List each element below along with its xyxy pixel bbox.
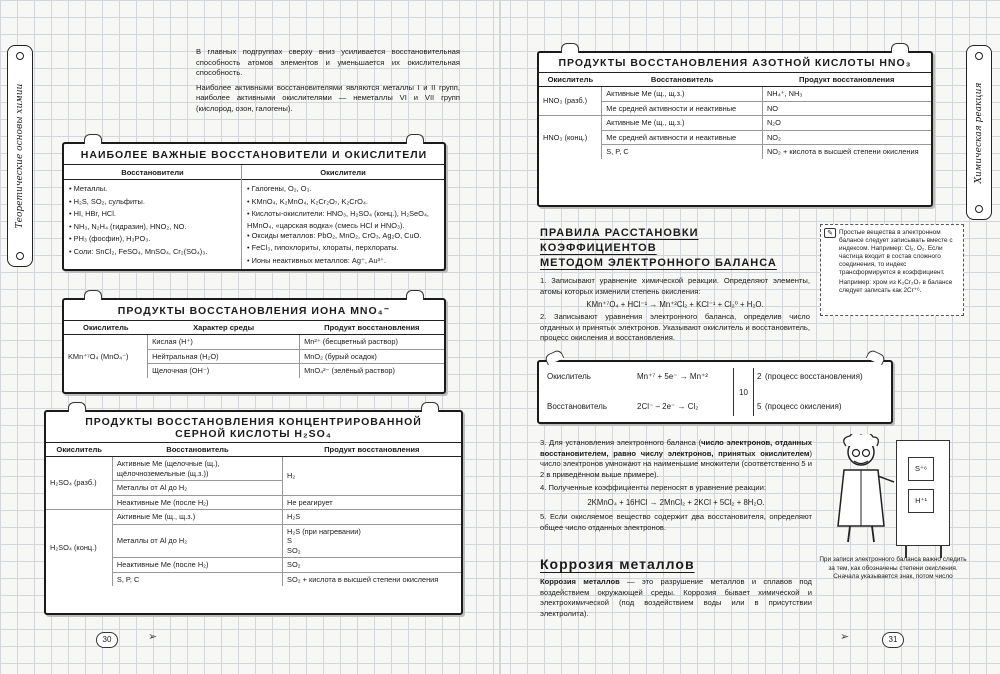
step-3-lead: 3. Для установления электронного баланса ( <box>540 438 702 447</box>
right-section-tab <box>966 45 992 220</box>
rules-step-5: 5. Если окисляемое вещество содержит два восстановителя, определяют общее число отданных электронов. <box>540 512 812 532</box>
balance-card <box>537 360 893 424</box>
paper-plane-icon: ➢ <box>148 631 158 643</box>
pin-icon <box>68 402 86 412</box>
column-header: Характер среды <box>148 321 300 335</box>
pin-icon <box>84 134 102 144</box>
pin-icon <box>866 349 887 366</box>
reducer-cell: Активные Me (щ., щ.з.) <box>602 87 763 102</box>
oxidation-state-cell: H⁺¹ <box>908 489 934 513</box>
note-box <box>820 224 964 316</box>
column-header: Продукт восстановления <box>762 73 931 87</box>
tab-dot-icon <box>16 52 24 60</box>
list-item: • KMnO₄, K₂MnO₄, K₂Cr₂O₇, K₂CrO₄. <box>246 196 368 206</box>
tab-dot-icon <box>975 205 983 213</box>
rules-steps-continued <box>540 438 812 533</box>
note-icon: ✎ <box>824 228 836 238</box>
product-cell: MnO₄²⁻ (зелёный раствор) <box>300 364 444 378</box>
reducer-cell: Активные Me (щелочные (щ.), щёлочноземельные (щ.з.)) <box>112 457 282 481</box>
list-item: • H₂S, SO₂, сульфиты. <box>69 196 145 206</box>
book-spine <box>499 0 501 674</box>
balance-multiplier: 2 <box>757 372 762 381</box>
list-item: • HI, HBr, HCl. <box>69 209 116 218</box>
pin-icon <box>406 134 424 144</box>
step-3-bold: число электронов, отданных восстановителем, равно числу электронов, принятых окислителем <box>540 438 812 458</box>
corrosion-title: Коррозия металлов <box>540 556 695 572</box>
balance-equation: Mn⁺⁷ + 5e⁻ → Mn⁺² <box>637 372 708 381</box>
balance-multiplier: 5 <box>757 402 762 411</box>
product-cell: N₂O <box>762 116 931 131</box>
list-item: • Галогены, O₂, O₃. <box>246 184 312 193</box>
table-row <box>539 116 931 131</box>
agents-card-title: НАИБОЛЕЕ ВАЖНЫЕ ВОССТАНОВИТЕЛИ И ОКИСЛИТЕЛИ <box>80 149 428 161</box>
reducer-cell: Металлы от Al до H₂ <box>112 481 282 496</box>
balance-equation: 2Cl⁻ – 2e⁻ → Cl₂ <box>637 402 699 411</box>
oxidizer-cell: H₂SO₄ (конц.) <box>46 510 112 587</box>
reducer-cell: Ме средней активности и неактивные <box>602 101 763 116</box>
h2so4-title-line-2: СЕРНОЙ КИСЛОТЫ H₂SO₄ <box>175 428 332 440</box>
tab-dot-icon <box>16 252 24 260</box>
step-3-tail: ) число электронов умножают на наименьшие множители (соответственно 5 и 2 в приведённом выше примере). <box>540 448 812 479</box>
table-header-row <box>64 321 444 335</box>
corrosion-text <box>540 577 812 619</box>
column-header: Продукт восстановления <box>300 321 444 335</box>
product-cell: H₂S (при нагревании) S SO₂ <box>283 524 461 558</box>
h2so4-card <box>44 410 463 615</box>
column-header: Окислитель <box>539 73 602 87</box>
note-text-2: Например: хром из K₂Cr₂O₇ в балансе следует записать как 2Cr⁺⁶. <box>839 279 953 294</box>
page-number-right: 31 <box>882 632 904 648</box>
equation-1: KMn⁺⁷O₄ + HCl⁻¹ → Mn⁺²Cl₂ + KCl⁻¹ + Cl₂⁰ + H₂O. <box>586 300 764 309</box>
list-item: HMnO₄, «царская водка» (смесь HCl и HNO₃). <box>246 220 405 230</box>
product-cell: SO₂ <box>283 558 461 573</box>
table-header-row <box>539 73 931 87</box>
product-cell: SO₂ + кислота в высшей степени окисления <box>283 572 461 586</box>
oxidizer-cell: HNO₃ (конц.) <box>539 116 602 159</box>
oxidizer-cell: HNO₃ (разб.) <box>539 87 602 116</box>
product-cell: NO₂ + кислота в высшей степени окисления <box>762 145 931 159</box>
paper-plane-icon: ➢ <box>840 631 850 643</box>
oxidizer-cell: H₂SO₄ (разб.) <box>46 457 112 510</box>
list-item: • Кислоты-окислители: HNO₃, H₂SO₄ (конц.), H₂SeO₄, <box>246 209 429 218</box>
reducer-cell: Металлы от Al до H₂ <box>112 524 282 558</box>
illustration-caption: При записи электронного баланса важно следить за тем, как обозначены степени окисления. Сначала указывается знак, потом число <box>819 556 967 580</box>
balance-divider <box>753 368 754 416</box>
rules-section <box>540 226 810 344</box>
product-cell: Не реагирует <box>283 495 461 510</box>
intro-text <box>196 47 460 114</box>
agents-card <box>62 142 446 271</box>
column-header: Окислитель <box>46 443 112 457</box>
balance-process: (процесс окисления) <box>765 402 842 411</box>
list-item: • Ионы неактивных металлов: Ag⁺, Au³⁺. <box>246 255 386 265</box>
list-item: • PH₃ (фосфин), H₃PO₃. <box>69 234 151 243</box>
h2so4-card-title <box>46 412 461 442</box>
mno4-table <box>64 320 444 378</box>
table-row <box>46 457 461 481</box>
right-section-label: Химическая реакция <box>974 82 984 183</box>
balance-divider <box>733 368 734 416</box>
tab-dot-icon <box>975 52 983 60</box>
hno3-table <box>539 72 931 159</box>
h2so4-table <box>46 442 461 586</box>
left-section-label: Теоретические основы химии <box>15 83 25 229</box>
list-item: • Металлы. <box>69 184 108 193</box>
product-cell: H₂S <box>283 510 461 525</box>
note-text-1: Простые вещества в электронном балансе следует записывать вместе с индексом. Например: Cl₂, O₂. Если частица входит в состав сложного соединения, то индекс трансформируется в коэффициент. <box>839 229 953 276</box>
equation-2: 2KMnO₄ + 16HCl → 2MnCl₂ + 2KCl + 5Cl₂ + 8H₂O. <box>587 497 765 507</box>
corrosion-definition: — это разрушение металлов и сплавов под воздействием окружающей среды. Коррозия бывает химической и электрохимической (под воздействием воды или в присутствии электролита). <box>540 577 812 618</box>
rules-step-3 <box>540 438 812 480</box>
table-row <box>539 87 931 102</box>
rules-step-4: 4. Полученные коэффициенты переносят в уравнение реакции: <box>540 483 766 492</box>
reducers-column <box>64 165 241 269</box>
agents-columns <box>64 164 444 269</box>
reducer-cell: Ме средней активности и неактивные <box>602 130 763 145</box>
hno3-card <box>537 51 933 207</box>
reducer-cell: Активные Me (щ., щ.з.) <box>112 510 282 525</box>
balance-lcm: 10 <box>739 388 748 397</box>
page-number-left: 30 <box>96 632 118 648</box>
pin-icon <box>84 290 102 300</box>
scientist-illustration <box>826 434 896 546</box>
corrosion-section <box>540 556 812 619</box>
mno4-card <box>62 298 446 394</box>
chalkboard <box>896 440 950 546</box>
rules-title-line-1: ПРАВИЛА РАССТАНОВКИ КОЭФФИЦИЕНТОВ <box>540 227 699 254</box>
reducer-cell: Активные Me (щ., щ.з.) <box>602 116 763 131</box>
oxidation-state-cell: S⁺⁶ <box>908 457 934 481</box>
product-cell: NO <box>762 101 931 116</box>
product-cell: Mn²⁺ (бесцветный раствор) <box>300 335 444 350</box>
rules-step-1: 1. Записывают уравнение химической реакции. Определяют элементы, атомы которых изменили степень окисления: <box>540 276 810 296</box>
hno3-card-title: ПРОДУКТЫ ВОССТАНОВЛЕНИЯ АЗОТНОЙ КИСЛОТЫ HNO₃ <box>558 57 912 69</box>
medium-cell: Нейтральная (H₂O) <box>148 349 300 364</box>
pin-icon <box>561 43 579 53</box>
oxidizer-cell: KMn⁺⁷O₄ (MnO₄⁻) <box>64 335 148 378</box>
intro-paragraph-1: В главных подгруппах сверху вниз усиливается восстановительная способность атомов элементов и уменьшается их окислительная способность. <box>196 47 460 77</box>
product-cell: NO₂ <box>762 130 931 145</box>
intro-paragraph-2: Наиболее активными восстановителями являются металлы I и II групп, наиболее активными окислителями — неметаллы VI и VII групп (кислород, озон, галогены). <box>196 82 460 113</box>
h2so4-title-line-1: ПРОДУКТЫ ВОССТАНОВЛЕНИЯ КОНЦЕНТРИРОВАННОЙ <box>85 416 422 428</box>
reducer-cell: S, P, C <box>602 145 763 159</box>
column-header: Окислитель <box>64 321 148 335</box>
list-item: • FeCl₃, гипохлориты, хлораты, перхлораты. <box>246 243 399 252</box>
oxidizers-header: Окислители <box>242 167 444 180</box>
reducers-header: Восстановители <box>64 167 241 180</box>
medium-cell: Щелочная (OH⁻) <box>148 364 300 378</box>
oxidizers-column <box>241 165 444 269</box>
product-cell: MnO₂ (бурый осадок) <box>300 349 444 364</box>
left-section-tab <box>7 45 33 267</box>
pin-icon <box>421 402 439 412</box>
column-header: Восстановитель <box>112 443 282 457</box>
pin-icon <box>406 290 424 300</box>
list-item: • NH₃, N₂H₄ (гидразин), HNO₂, NO. <box>69 221 187 231</box>
scientist-icon <box>826 434 896 546</box>
rules-step-2: 2. Записывают уравнения электронного баланса, определив число отданных и принятых электронов. Указывают окислитель и восстановитель, процесс окисления и восстановления. <box>540 312 810 342</box>
reducer-cell: S, P, C <box>112 572 282 586</box>
pin-icon <box>891 43 909 53</box>
balance-process: (процесс восстановления) <box>765 372 863 381</box>
column-header: Продукт восстановления <box>283 443 461 457</box>
rules-title-line-2: МЕТОДОМ ЭЛЕКТРОННОГО БАЛАНСА <box>540 257 777 269</box>
balance-role: Окислитель <box>547 372 591 381</box>
reducer-cell: Неактивные Me (после H₂) <box>112 495 282 510</box>
list-item: • Соли: SnCl₂, FeSO₄, MnSO₄, Cr₂(SO₄)₃. <box>69 246 208 256</box>
product-cell: H₂ <box>283 457 461 496</box>
list-item: • Оксиды металлов: PbO₂, MnO₂, CrO₃, Ag₂O, CuO. <box>246 230 422 240</box>
column-header: Восстановитель <box>602 73 763 87</box>
balance-role: Восстановитель <box>547 402 607 411</box>
table-row <box>64 335 444 350</box>
table-header-row <box>46 443 461 457</box>
reducer-cell: Неактивные Me (после H₂) <box>112 558 282 573</box>
pin-icon <box>544 349 565 366</box>
corrosion-term: Коррозия металлов <box>540 577 620 586</box>
product-cell: NH₄⁺, NH₃ <box>762 87 931 102</box>
table-row <box>46 510 461 525</box>
mno4-card-title: ПРОДУКТЫ ВОССТАНОВЛЕНИЯ ИОНА MNO₄⁻ <box>117 305 391 317</box>
medium-cell: Кислая (H⁺) <box>148 335 300 350</box>
